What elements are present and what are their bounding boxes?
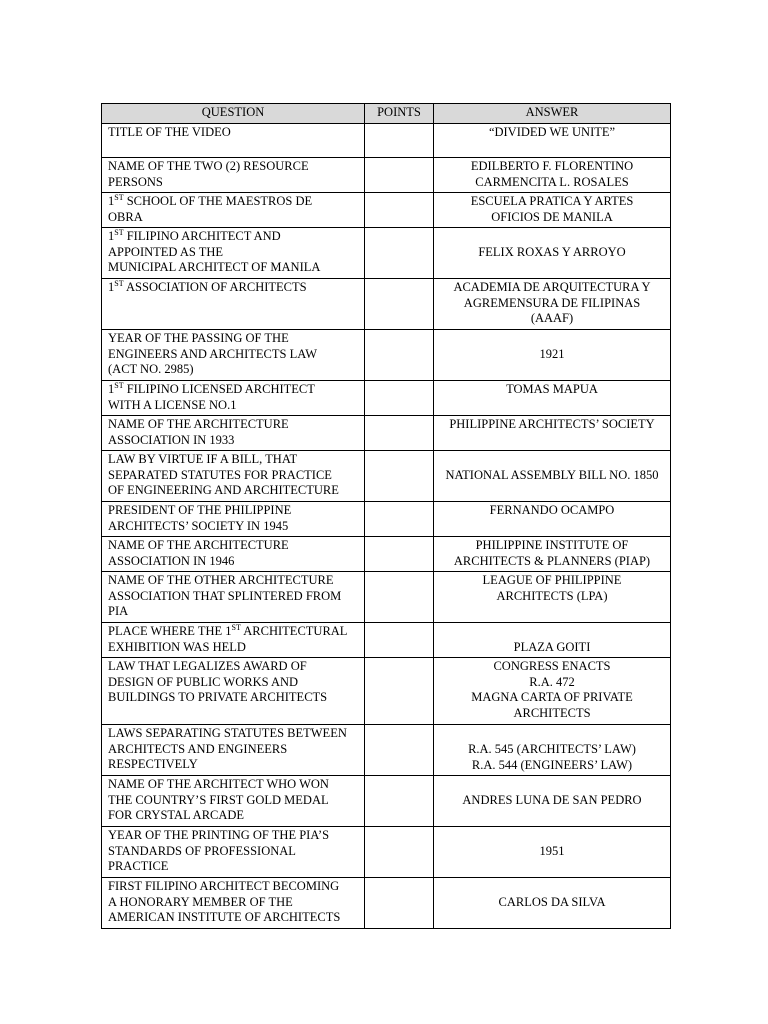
table-row (102, 451, 671, 502)
points-cell[interactable] (365, 827, 434, 878)
points-cell[interactable] (365, 193, 434, 228)
answer-line: CONGRESS ENACTS (493, 659, 611, 673)
answer-line: R.A. 472 (529, 674, 575, 689)
ordinal-suffix: ST (231, 622, 241, 632)
answer-cell (434, 279, 671, 330)
answer-cell (434, 124, 671, 158)
question-line (108, 280, 358, 296)
answer-line: 1951 (539, 843, 565, 858)
question-line: FIRST FILIPINO ARCHITECT BECOMING (108, 879, 340, 893)
answer-line: OFICIOS DE MANILA (491, 209, 613, 224)
question-line: FOR CRYSTAL ARCADE (108, 808, 245, 822)
question-line: ARCHITECTS’ SOCIETY IN 1945 (108, 518, 289, 533)
answer-line: CARLOS DA SILVA (498, 894, 606, 909)
answer-line: FERNANDO OCAMPO (489, 503, 615, 517)
answer-line: PHILIPPINE INSTITUTE OF (475, 538, 629, 552)
question-line: MUNICIPAL ARCHITECT OF MANILA (108, 260, 321, 274)
answer-cell (434, 537, 671, 572)
table-body (102, 124, 671, 929)
table-row (102, 572, 671, 623)
question-line: ASSOCIATION IN 1933 (108, 432, 235, 447)
question-line: PRACTICE (108, 859, 169, 873)
points-cell[interactable] (365, 381, 434, 416)
question-line: YEAR OF THE PRINTING OF THE PIA’S (108, 828, 330, 842)
table-row (102, 330, 671, 381)
question-line (108, 624, 358, 640)
table-row (102, 725, 671, 776)
question-cell (102, 158, 365, 193)
answer-line: NATIONAL ASSEMBLY BILL NO. 1850 (445, 467, 659, 482)
question-line: LAW BY VIRTUE IF A BILL, THAT (108, 452, 298, 466)
answer-line: EDILBERTO F. FLORENTINO (470, 159, 634, 173)
points-cell[interactable] (365, 279, 434, 330)
answer-line: ARCHITECTS & PLANNERS (PIAP) (453, 553, 651, 568)
table-row (102, 537, 671, 572)
answer-cell (434, 451, 671, 502)
question-text: FILIPINO LICENSED ARCHITECT (123, 382, 315, 396)
question-line (108, 229, 358, 245)
answer-cell (434, 623, 671, 658)
points-cell[interactable] (365, 878, 434, 929)
answer-cell (434, 658, 671, 725)
question-cell (102, 878, 365, 929)
points-cell[interactable] (365, 228, 434, 279)
answer-line: FELIX ROXAS Y ARROYO (478, 244, 626, 259)
question-line (108, 194, 358, 210)
points-cell[interactable] (365, 502, 434, 537)
question-line (108, 382, 358, 398)
question-line: BUILDINGS TO PRIVATE ARCHITECTS (108, 690, 328, 704)
answer-line: R.A. 545 (ARCHITECTS’ LAW) (468, 742, 636, 756)
question-line: THE COUNTRY’S FIRST GOLD MEDAL (108, 792, 329, 807)
answer-cell (434, 330, 671, 381)
question-text: PLACE WHERE THE (108, 624, 226, 638)
ordinal-suffix: ST (114, 380, 124, 390)
question-line: LAW THAT LEGALIZES AWARD OF (108, 659, 307, 673)
question-line: OBRA (108, 209, 143, 224)
points-cell[interactable] (365, 330, 434, 381)
answer-cell (434, 572, 671, 623)
question-line: NAME OF THE ARCHITECT WHO WON (108, 777, 329, 791)
question-line: NAME OF THE OTHER ARCHITECTURE (108, 573, 334, 587)
question-line: ARCHITECTS AND ENGINEERS (108, 741, 288, 756)
question-cell (102, 658, 365, 725)
table-row (102, 416, 671, 451)
question-cell (102, 776, 365, 827)
points-cell[interactable] (365, 124, 434, 158)
question-text: SCHOOL OF THE MAESTROS DE (123, 194, 313, 208)
table-row (102, 776, 671, 827)
answer-cell (434, 416, 671, 451)
question-cell (102, 725, 365, 776)
question-cell (102, 228, 365, 279)
question-cell (102, 193, 365, 228)
answer-cell (434, 193, 671, 228)
points-cell[interactable] (365, 725, 434, 776)
header-answer: ANSWER (434, 104, 671, 124)
points-cell[interactable] (365, 572, 434, 623)
question-line: RESPECTIVELY (108, 757, 198, 771)
table-row (102, 228, 671, 279)
question-line: EXHIBITION WAS HELD (108, 639, 246, 654)
question-line: ENGINEERS AND ARCHITECTS LAW (108, 346, 318, 361)
points-cell[interactable] (365, 416, 434, 451)
question-cell (102, 537, 365, 572)
answer-line: AGREMENSURA DE FILIPINAS (463, 295, 641, 310)
question-line: ASSOCIATION IN 1946 (108, 553, 235, 568)
answer-line: ESCUELA PRATICA Y ARTES (470, 194, 634, 208)
points-cell[interactable] (365, 776, 434, 827)
answer-cell (434, 827, 671, 878)
table-row (102, 878, 671, 929)
ordinal-number: 1 (225, 624, 232, 638)
header-row (102, 104, 671, 124)
question-line: STANDARDS OF PROFESSIONAL (108, 843, 296, 858)
answer-line: ACADEMIA DE ARQUITECTURA Y (453, 280, 651, 294)
question-line: PIA (108, 604, 129, 618)
question-line: ASSOCIATION THAT SPLINTERED FROM (108, 588, 342, 603)
question-cell (102, 416, 365, 451)
answer-cell (434, 776, 671, 827)
question-line: NAME OF THE ARCHITECTURE (108, 417, 289, 431)
qa-table (101, 103, 671, 929)
answer-line: (AAAF) (530, 311, 574, 325)
question-cell (102, 502, 365, 537)
ordinal-suffix: ST (114, 192, 124, 202)
points-cell[interactable] (365, 658, 434, 725)
table-row (102, 193, 671, 228)
answer-line: ARCHITECTS (LPA) (496, 588, 608, 603)
header-points: POINTS (365, 104, 434, 124)
question-text: ASSOCIATION OF ARCHITECTS (123, 280, 307, 294)
answer-cell (434, 158, 671, 193)
question-cell (102, 330, 365, 381)
question-line: YEAR OF THE PASSING OF THE (108, 331, 289, 345)
question-cell (102, 623, 365, 658)
answer-line: “DIVIDED WE UNITE” (488, 125, 616, 139)
question-line: DESIGN OF PUBLIC WORKS AND (108, 674, 299, 689)
ordinal-suffix: ST (114, 227, 124, 237)
ordinal-suffix: ST (114, 278, 124, 288)
table-row (102, 381, 671, 416)
table-row (102, 658, 671, 725)
points-cell[interactable] (365, 623, 434, 658)
answer-line: TOMAS MAPUA (506, 382, 598, 396)
answer-line: 1921 (539, 346, 565, 361)
question-cell (102, 279, 365, 330)
answer-cell (434, 878, 671, 929)
question-line: (ACT NO. 2985) (108, 362, 194, 376)
question-cell (102, 381, 365, 416)
table-row (102, 158, 671, 193)
table-row (102, 502, 671, 537)
question-line: PRESIDENT OF THE PHILIPPINE (108, 503, 292, 517)
answer-line: ANDRES LUNA DE SAN PEDRO (462, 792, 642, 807)
question-line: PERSONS (108, 174, 163, 189)
question-line: AMERICAN INSTITUTE OF ARCHITECTS (108, 910, 341, 924)
answer-line: PHILIPPINE ARCHITECTS’ SOCIETY (449, 417, 655, 431)
question-line: TITLE OF THE VIDEO (108, 125, 231, 139)
answer-line: CARMENCITA L. ROSALES (475, 174, 629, 189)
question-cell (102, 827, 365, 878)
answer-cell (434, 228, 671, 279)
table-row (102, 827, 671, 878)
question-text: FILIPINO ARCHITECT AND (123, 229, 281, 243)
ordinal-number: 1 (108, 280, 115, 294)
table-header (102, 104, 671, 124)
ordinal-number: 1 (108, 194, 115, 208)
question-text: ARCHITECTURAL (240, 624, 348, 638)
ordinal-number: 1 (108, 229, 115, 243)
table-row (102, 279, 671, 330)
question-line: SEPARATED STATUTES FOR PRACTICE (108, 467, 332, 482)
answer-cell (434, 725, 671, 776)
answer-cell (434, 502, 671, 537)
points-cell[interactable] (365, 537, 434, 572)
table-row (102, 623, 671, 658)
points-cell[interactable] (365, 451, 434, 502)
question-line: OF ENGINEERING AND ARCHITECTURE (108, 483, 339, 497)
question-line: A HONORARY MEMBER OF THE (108, 894, 293, 909)
answer-line: ARCHITECTS (513, 705, 591, 720)
table-row (102, 124, 671, 158)
question-line: WITH A LICENSE NO.1 (108, 397, 237, 412)
question-line: LAWS SEPARATING STATUTES BETWEEN (108, 726, 347, 740)
answer-line: R.A. 544 (ENGINEERS’ LAW) (471, 757, 633, 772)
answer-line: PLAZA GOITI (513, 639, 591, 654)
question-line: NAME OF THE ARCHITECTURE (108, 538, 289, 552)
question-cell (102, 451, 365, 502)
ordinal-number: 1 (108, 382, 115, 396)
question-cell (102, 124, 365, 158)
points-cell[interactable] (365, 158, 434, 193)
answer-line: LEAGUE OF PHILIPPINE (482, 573, 622, 587)
header-question: QUESTION (102, 104, 365, 124)
question-line: APPOINTED AS THE (108, 244, 224, 259)
answer-cell (434, 381, 671, 416)
question-cell (102, 572, 365, 623)
question-line: NAME OF THE TWO (2) RESOURCE (108, 159, 309, 173)
answer-line: MAGNA CARTA OF PRIVATE (471, 690, 633, 704)
